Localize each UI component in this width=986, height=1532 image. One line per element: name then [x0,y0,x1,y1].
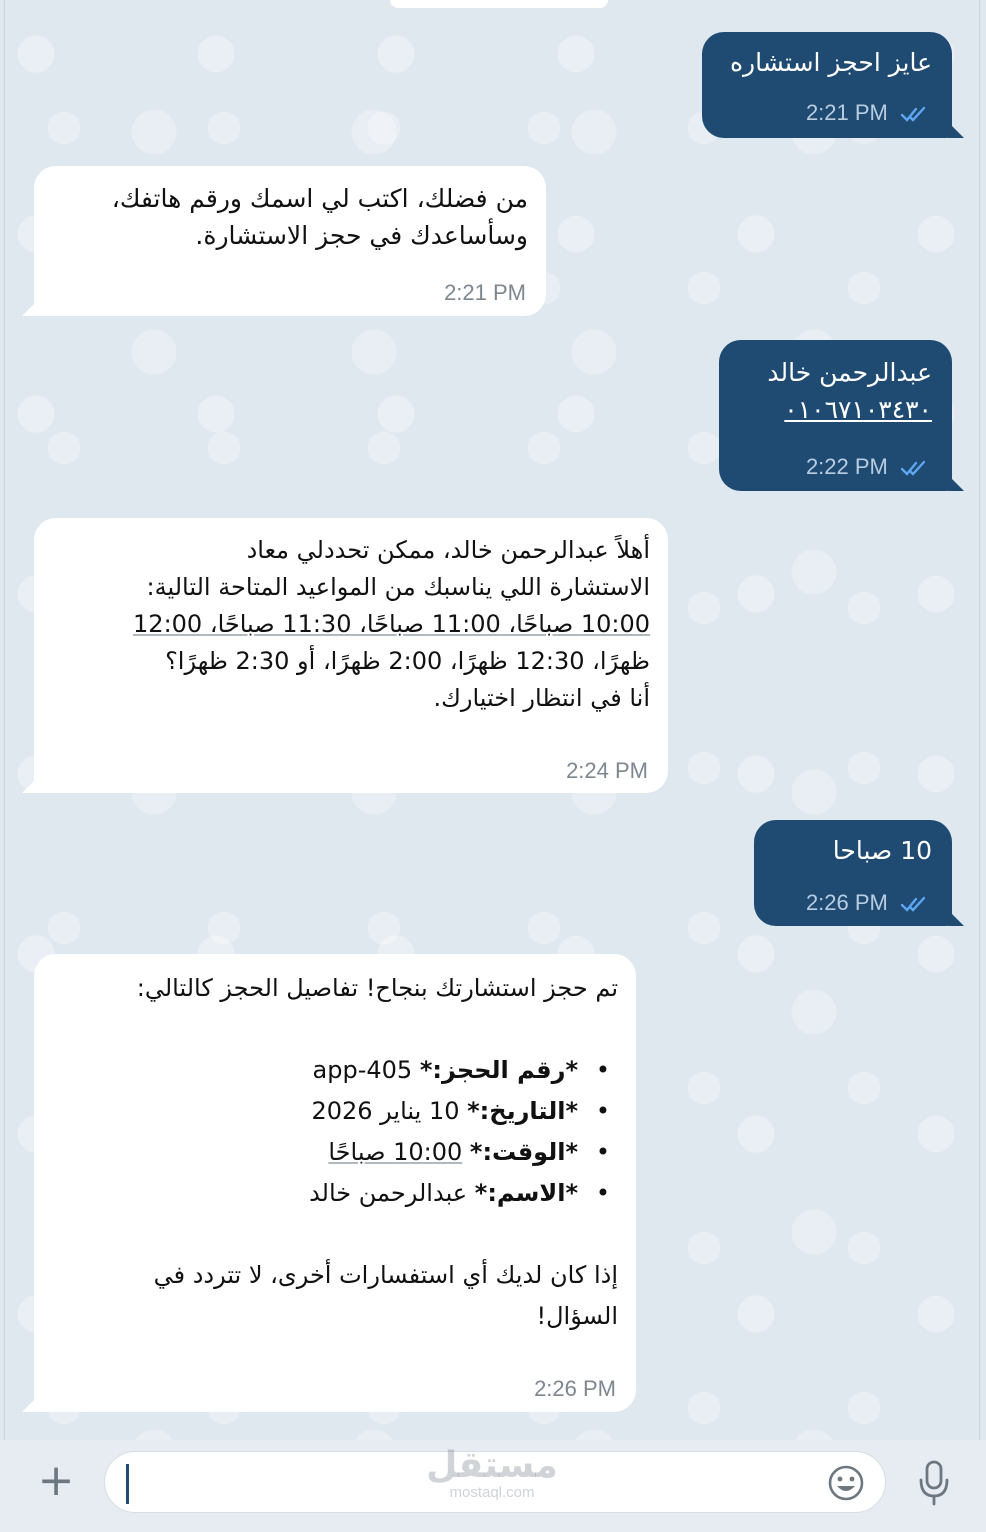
message-text: من فضلك، اكتب لي اسمك ورقم هاتفك، [111,184,528,213]
message-time: 2:22 PM [806,448,930,485]
message-text: أنا في انتظار اختيارك. [433,684,650,712]
watermark-logo: مستقل mostaql.com [426,1445,558,1501]
message-bubble-outgoing[interactable] [754,820,952,926]
message-text: ظهرًا، 12:30 ظهرًا، 2:00 ظهرًا، أو 2:30 ظهرًا؟ [165,647,650,675]
window-edge-left [4,0,5,1532]
double-check-icon [900,459,930,477]
message-bubble-incoming[interactable] [34,166,546,316]
message-text: تم حجز استشارتك بنجاح! تفاصيل الحجز كالتالي: [136,974,618,1002]
emoji-icon[interactable] [826,1463,866,1503]
message-text: أهلاً عبدالرحمن خالد، ممكن تحددلي معاد [246,536,650,564]
double-check-icon [900,895,930,913]
message-bubble-incoming[interactable] [34,954,636,1412]
message-text: 10:00 صباحًا، 11:00 صباحًا، 11:30 صباحًا، 12:00 [133,610,650,638]
plus-icon[interactable]: + [37,1455,75,1506]
message-text: وسأساعدك في حجز الاستشارة. [195,221,528,250]
message-time: 2:26 PM [534,1376,616,1401]
list-item: • *رقم الحجز:* app-405 [52,1050,618,1091]
previous-message-edge [390,0,608,8]
window-edge-right [979,0,980,1532]
message-text: الاستشارة اللي يناسبك من المواعيد المتاحة التالية: [146,573,650,601]
message-bubble-incoming[interactable] [34,518,668,793]
message-time: 2:21 PM [444,280,526,305]
list-item: • *الاسم:* عبدالرحمن خالد [52,1173,618,1214]
message-bubble-outgoing[interactable] [702,32,952,138]
phone-number-link[interactable]: ٠١٠٦٧١٠٣٤٣٠ [784,395,932,424]
message-time: 2:24 PM [566,758,648,783]
booking-details-list [52,1050,618,1214]
microphone-icon[interactable] [914,1458,954,1508]
message-text: عايز احجز استشاره [729,48,932,77]
message-time: 2:21 PM [806,94,930,131]
message-text: السؤال! [536,1302,618,1330]
text-caret [126,1464,129,1504]
double-check-icon [900,105,930,123]
message-text: إذا كان لديك أي استفسارات أخرى، لا تتردد في [153,1261,618,1289]
message-text: عبدالرحمن خالد [767,358,932,387]
message-bubble-outgoing[interactable] [719,340,952,491]
message-time: 2:26 PM [806,884,930,921]
list-item: • *الوقت:* 10:00 صباحًا [52,1132,618,1173]
message-text: 10 صباحا [832,836,932,865]
list-item: • *التاريخ:* 10 يناير 2026 [52,1091,618,1132]
